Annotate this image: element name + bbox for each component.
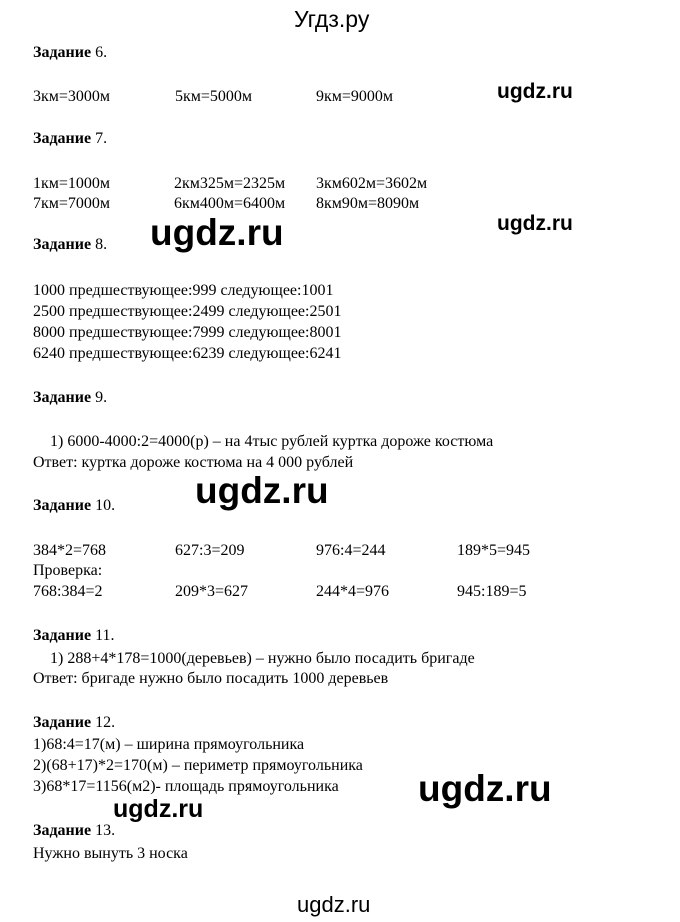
- watermark: ugdz.ru: [150, 212, 284, 253]
- task-12-heading: [33, 714, 115, 732]
- task-13-heading: [33, 822, 115, 840]
- watermark: ugdz.ru: [195, 470, 329, 511]
- task-6-item-3: 9км=9000м: [316, 88, 394, 105]
- task-label: Задание: [33, 822, 92, 839]
- site-title: Угдз.ру: [294, 6, 370, 32]
- task-7-r1-c3: 3км602м=3602м: [316, 175, 428, 192]
- watermark: ugdz.ru: [497, 80, 573, 103]
- task-number: 8.: [95, 236, 108, 253]
- task-label: Задание: [33, 130, 92, 147]
- task-8-heading: [33, 236, 107, 254]
- task-number: 13.: [95, 822, 116, 839]
- task-9-answer: Ответ: куртка дороже костюма на 4 000 рублей: [33, 454, 354, 471]
- task-number: 12.: [95, 714, 116, 731]
- task-label: Задание: [33, 627, 92, 644]
- task-9-heading: [33, 389, 107, 407]
- task-10-r2-c2: 209*3=627: [175, 583, 249, 600]
- task-8-line-4: 6240 предшествующее:6239 следующее:6241: [33, 345, 342, 362]
- task-10-r2-c1: 768:384=2: [33, 583, 103, 600]
- task-13-answer: Нужно вынуть 3 носка: [33, 845, 188, 862]
- task-11-heading: [33, 627, 114, 645]
- task-8-line-1: 1000 предшествующее:999 следующее:1001: [33, 282, 334, 299]
- task-9-step: 1) 6000-4000:2=4000(р) – на 4тыс рублей куртка дороже костюма: [50, 433, 494, 450]
- task-label: Задание: [33, 236, 92, 253]
- task-10-r2-c3: 244*4=976: [316, 583, 390, 600]
- task-7-r1-c2: 2км325м=2325м: [174, 175, 286, 192]
- task-label: Задание: [33, 497, 92, 514]
- task-6-item-2: 5км=5000м: [175, 88, 253, 105]
- task-6-heading: [33, 44, 107, 62]
- task-10-heading: [33, 497, 115, 515]
- watermark: ugdz.ru: [418, 768, 552, 809]
- task-7-r2-c1: 7км=7000м: [33, 195, 111, 212]
- task-7-r1-c1: 1км=1000м: [33, 175, 111, 192]
- task-10-r1-c4: 189*5=945: [457, 542, 531, 559]
- task-number: 6.: [95, 44, 108, 61]
- task-7-r2-c2: 6км400м=6400м: [174, 195, 286, 212]
- task-number: 7.: [95, 130, 108, 147]
- task-7-heading: [33, 130, 107, 148]
- task-number: 10.: [95, 497, 116, 514]
- task-12-line-1: 1)68:4=17(м) – ширина прямоугольника: [33, 736, 305, 753]
- watermark: ugdz.ru: [113, 795, 204, 823]
- task-11-answer: Ответ: бригаде нужно было посадить 1000 деревьев: [33, 670, 389, 687]
- task-7-r2-c3: 8км90м=8090м: [316, 195, 420, 212]
- task-10-r1-c2: 627:3=209: [175, 542, 245, 559]
- task-11-step: 1) 288+4*178=1000(деревьев) – нужно было посадить бригаде: [50, 650, 475, 667]
- task-12-line-2: 2)(68+17)*2=170(м) – периметр прямоугольника: [33, 757, 363, 774]
- task-12-line-3: 3)68*17=1156(м2)- площадь прямоугольника: [33, 778, 339, 795]
- task-8-line-2: 2500 предшествующее:2499 следующее:2501: [33, 303, 342, 320]
- task-10-r2-c4: 945:189=5: [457, 583, 527, 600]
- footer-watermark: ugdz.ru: [297, 892, 371, 917]
- task-label: Задание: [33, 389, 92, 406]
- task-8-line-3: 8000 предшествующее:7999 следующее:8001: [33, 324, 342, 341]
- task-number: 11.: [95, 627, 115, 644]
- task-number: 9.: [95, 389, 108, 406]
- task-10-r1-c1: 384*2=768: [33, 542, 107, 559]
- task-label: Задание: [33, 44, 92, 61]
- task-10-check-label: Проверка:: [33, 562, 103, 579]
- task-10-r1-c3: 976:4=244: [316, 542, 386, 559]
- task-6-item-1: 3км=3000м: [33, 88, 111, 105]
- task-label: Задание: [33, 714, 92, 731]
- watermark: ugdz.ru: [497, 212, 573, 235]
